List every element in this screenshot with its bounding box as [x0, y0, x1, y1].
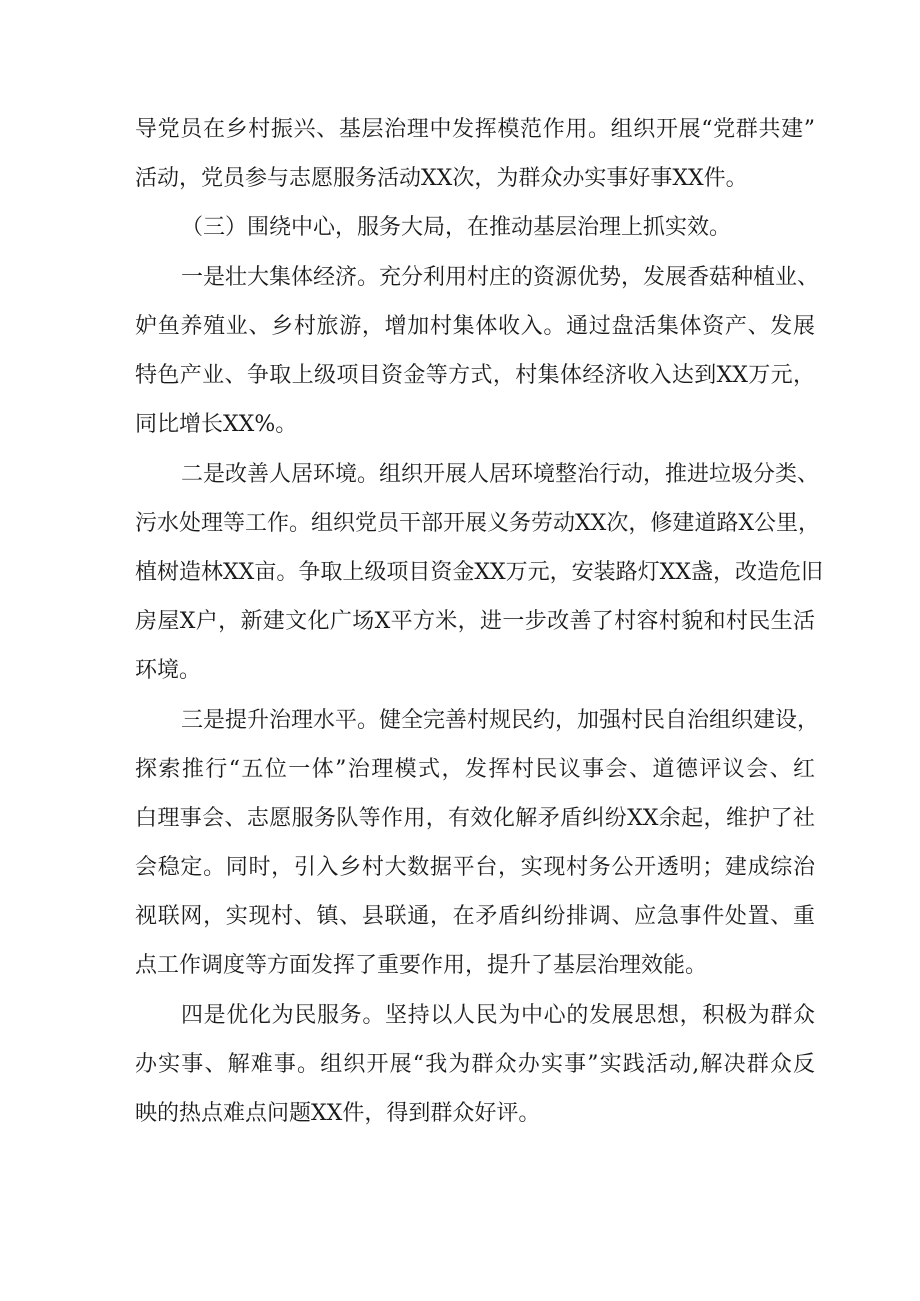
paragraph-3-line-2: 妒鱼养殖业、乡村旅游，增加村集体收入。通过盘活集体资产、发展 [135, 314, 815, 339]
paragraph-3-line-3: 特色产业、争取上级项目资金等方式，村集体经济收入达到XX万元， [135, 363, 815, 388]
paragraph-6-line-1: 四是优化为民服务。坚持以人民为中心的发展思想，积极为群众 [181, 1003, 815, 1028]
paragraph-5-line-5: 视联网，实现村、镇、县联通，在矛盾纠纷排调、应急事件处置、重 [135, 904, 815, 929]
paragraph-4-line-3: 植树造林XX亩。争取上级项目资金XX万元，安装路灯XX盏，改造危旧 [135, 560, 823, 585]
paragraph-5-line-6: 点工作调度等方面发挥了重要作用，提升了基层治理效能。 [135, 953, 708, 978]
paragraph-4-line-4: 房屋X户，新建文化广场X平方米，进一步改善了村容村貌和村民生活 [135, 609, 815, 634]
section-heading-3: （三）围绕中心，服务大局，在推动基层治理上抓实效。 [181, 215, 732, 240]
paragraph-4-line-5: 环境。 [135, 658, 202, 683]
paragraph-1-line-2: 活动，党员参与志愿服务活动XX次，为群众办实事好事XX件。 [135, 166, 748, 191]
paragraph-3-line-4: 同比增长XX%。 [135, 412, 298, 437]
paragraph-5-line-4: 会稳定。同时，引入乡村大数据平台，实现村务公开透明；建成综治 [135, 855, 815, 880]
paragraph-5-line-1: 三是提升治理水平。健全完善村规民约，加强村民自治组织建设， [181, 708, 820, 733]
paragraph-6-line-2: 办实事、解难事。组织开展“我为群众办实事”实践活动,解决群众反 [135, 1052, 815, 1077]
paragraph-5-line-3: 白理事会、志愿服务队等作用，有效化解矛盾纠纷XX余起，维护了社 [135, 806, 815, 831]
paragraph-3-line-1: 一是壮大集体经济。充分利用村庄的资源优势，发展香菇种植业、 [181, 265, 820, 290]
paragraph-4-line-2: 污水处理等工作。组织党员干部开展义务劳动XX次，修建道路X公里， [135, 511, 820, 536]
paragraph-6-line-3: 映的热点难点问题XX件，得到群众好评。 [135, 1101, 541, 1126]
paragraph-5-line-2: 探索推行“五位一体”治理模式，发挥村民议事会、道德评议会、红 [135, 757, 815, 782]
paragraph-1-line-1: 导党员在乡村振兴、基层治理中发挥模范作用。组织开展“党群共建” [135, 117, 815, 142]
paragraph-4-line-1: 二是改善人居环境。组织开展人居环境整治行动，推进垃圾分类、 [181, 462, 820, 487]
